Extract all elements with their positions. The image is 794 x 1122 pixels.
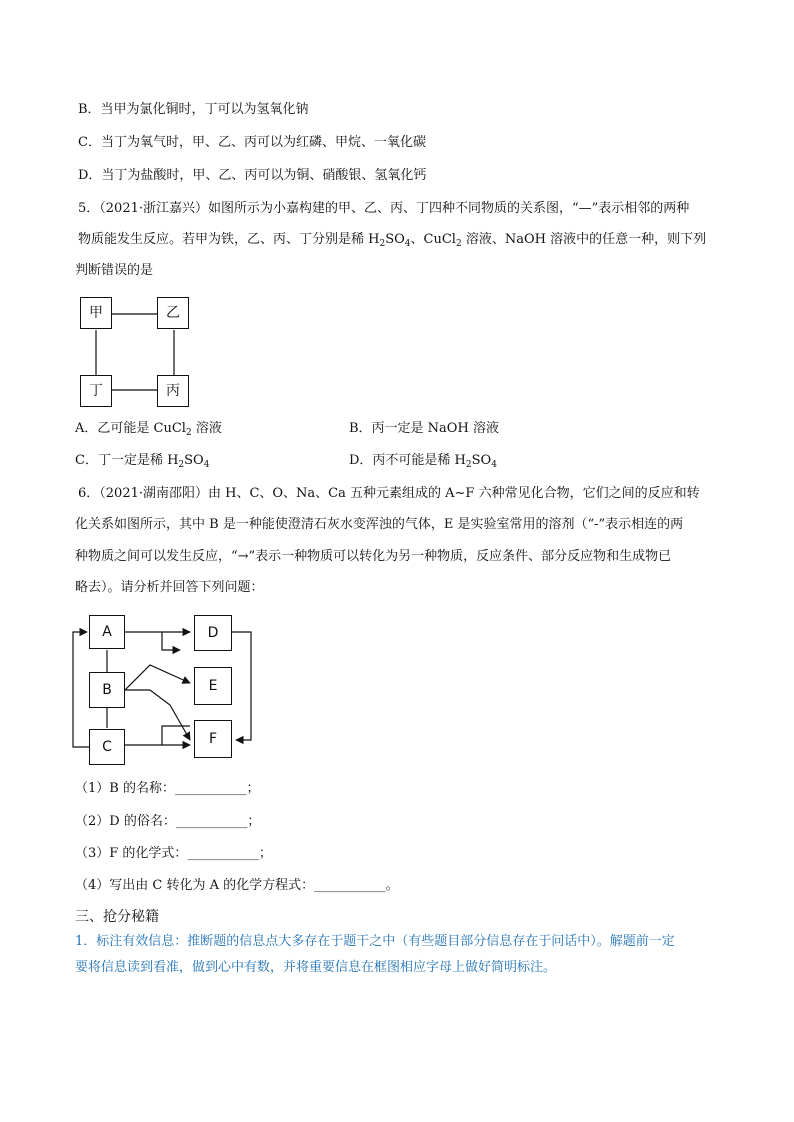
q6-box-e: E [194,667,232,705]
q5-box-jia: 甲 [80,297,112,329]
tip1-line1: 1．标注有效信息：推断题的信息点大多存在于题干之中（有些题目部分信息存在于问话中）。解题前一定 [75,934,675,949]
q5-stem-line1: 5．（2021·浙江嘉兴）如图所示为小嘉构建的甲、乙、丙、丁四种不同物质的关系图，“—”表示相邻的两种 [78,201,690,216]
q6-subquestion-4: （4）写出由 C 转化为 A 的化学方程式：___________。 [75,878,399,893]
q6-box-c: C [89,729,125,765]
q5-option-c: C．丁一定是稀 $H_2SO_4$ [75,453,210,470]
q6-box-d: D [194,615,232,651]
q6-box-f: F [194,720,232,758]
q4-option-b: B．当甲为氯化铜时，丁可以为氢氧化钠 [78,102,309,117]
q6-stem-line1: 6．（2021·湖南邵阳）由 H、C、O、Na、Ca 五种元素组成的 A~F 六种常见化合物，它们之间的反应和转 [78,486,700,501]
q6-box-b: B [89,672,125,708]
q5-option-b: B．丙一定是 NaOH 溶液 [349,421,499,436]
q5-stem-line2: 物质能发生反应。若甲为铁，乙、丙、丁分别是稀 $H_2SO_4$、CuCl$_2$ 溶液、NaOH 溶液中的任意一种，则下列 [78,232,707,249]
q4-option-c: C．当丁为氧气时，甲、乙、丙可以为红磷、甲烷、一氧化碳 [78,135,426,150]
section-heading: 三、抢分秘籍 [75,909,159,925]
q5-box-ding: 丁 [80,375,112,407]
q6-box-a: A [89,615,125,649]
q5-box-yi: 乙 [157,297,189,329]
q4-option-d: D．当丁为盐酸时，甲、乙、丙可以为铜、硝酸银、氢氧化钙 [78,168,427,183]
tip1-line2: 要将信息读到看准，做到心中有数，并将重要信息在框图相应字母上做好简明标注。 [75,960,557,975]
q6-stem-line3: 种物质之间可以发生反应，“→”表示一种物质可以转化为另一种物质，反应条件、部分反应物和生成物已 [75,549,672,564]
q6-subquestion-2: （2）D 的俗名：___________； [75,814,261,829]
q6-stem-line2: 化关系如图所示，其中 B 是一种能使澄清石灰水变浑浊的气体，E 是实验室常用的溶剂（“-”表示相连的两 [75,517,684,532]
q6-stem-line4: 略去）。请分析并回答下列问题： [75,580,264,595]
q5-box-bing: 丙 [157,375,189,407]
q5-option-a: A．乙可能是 CuCl$_2$ 溶液 [75,421,222,438]
q5-stem-line3: 判断错误的是 [75,263,154,278]
q6-subquestion-1: （1）B 的名称：___________； [75,781,260,796]
q6-subquestion-3: （3）F 的化学式：___________； [75,846,272,861]
q5-option-d: D．丙不可能是稀 $H_2SO_4$ [349,453,497,470]
